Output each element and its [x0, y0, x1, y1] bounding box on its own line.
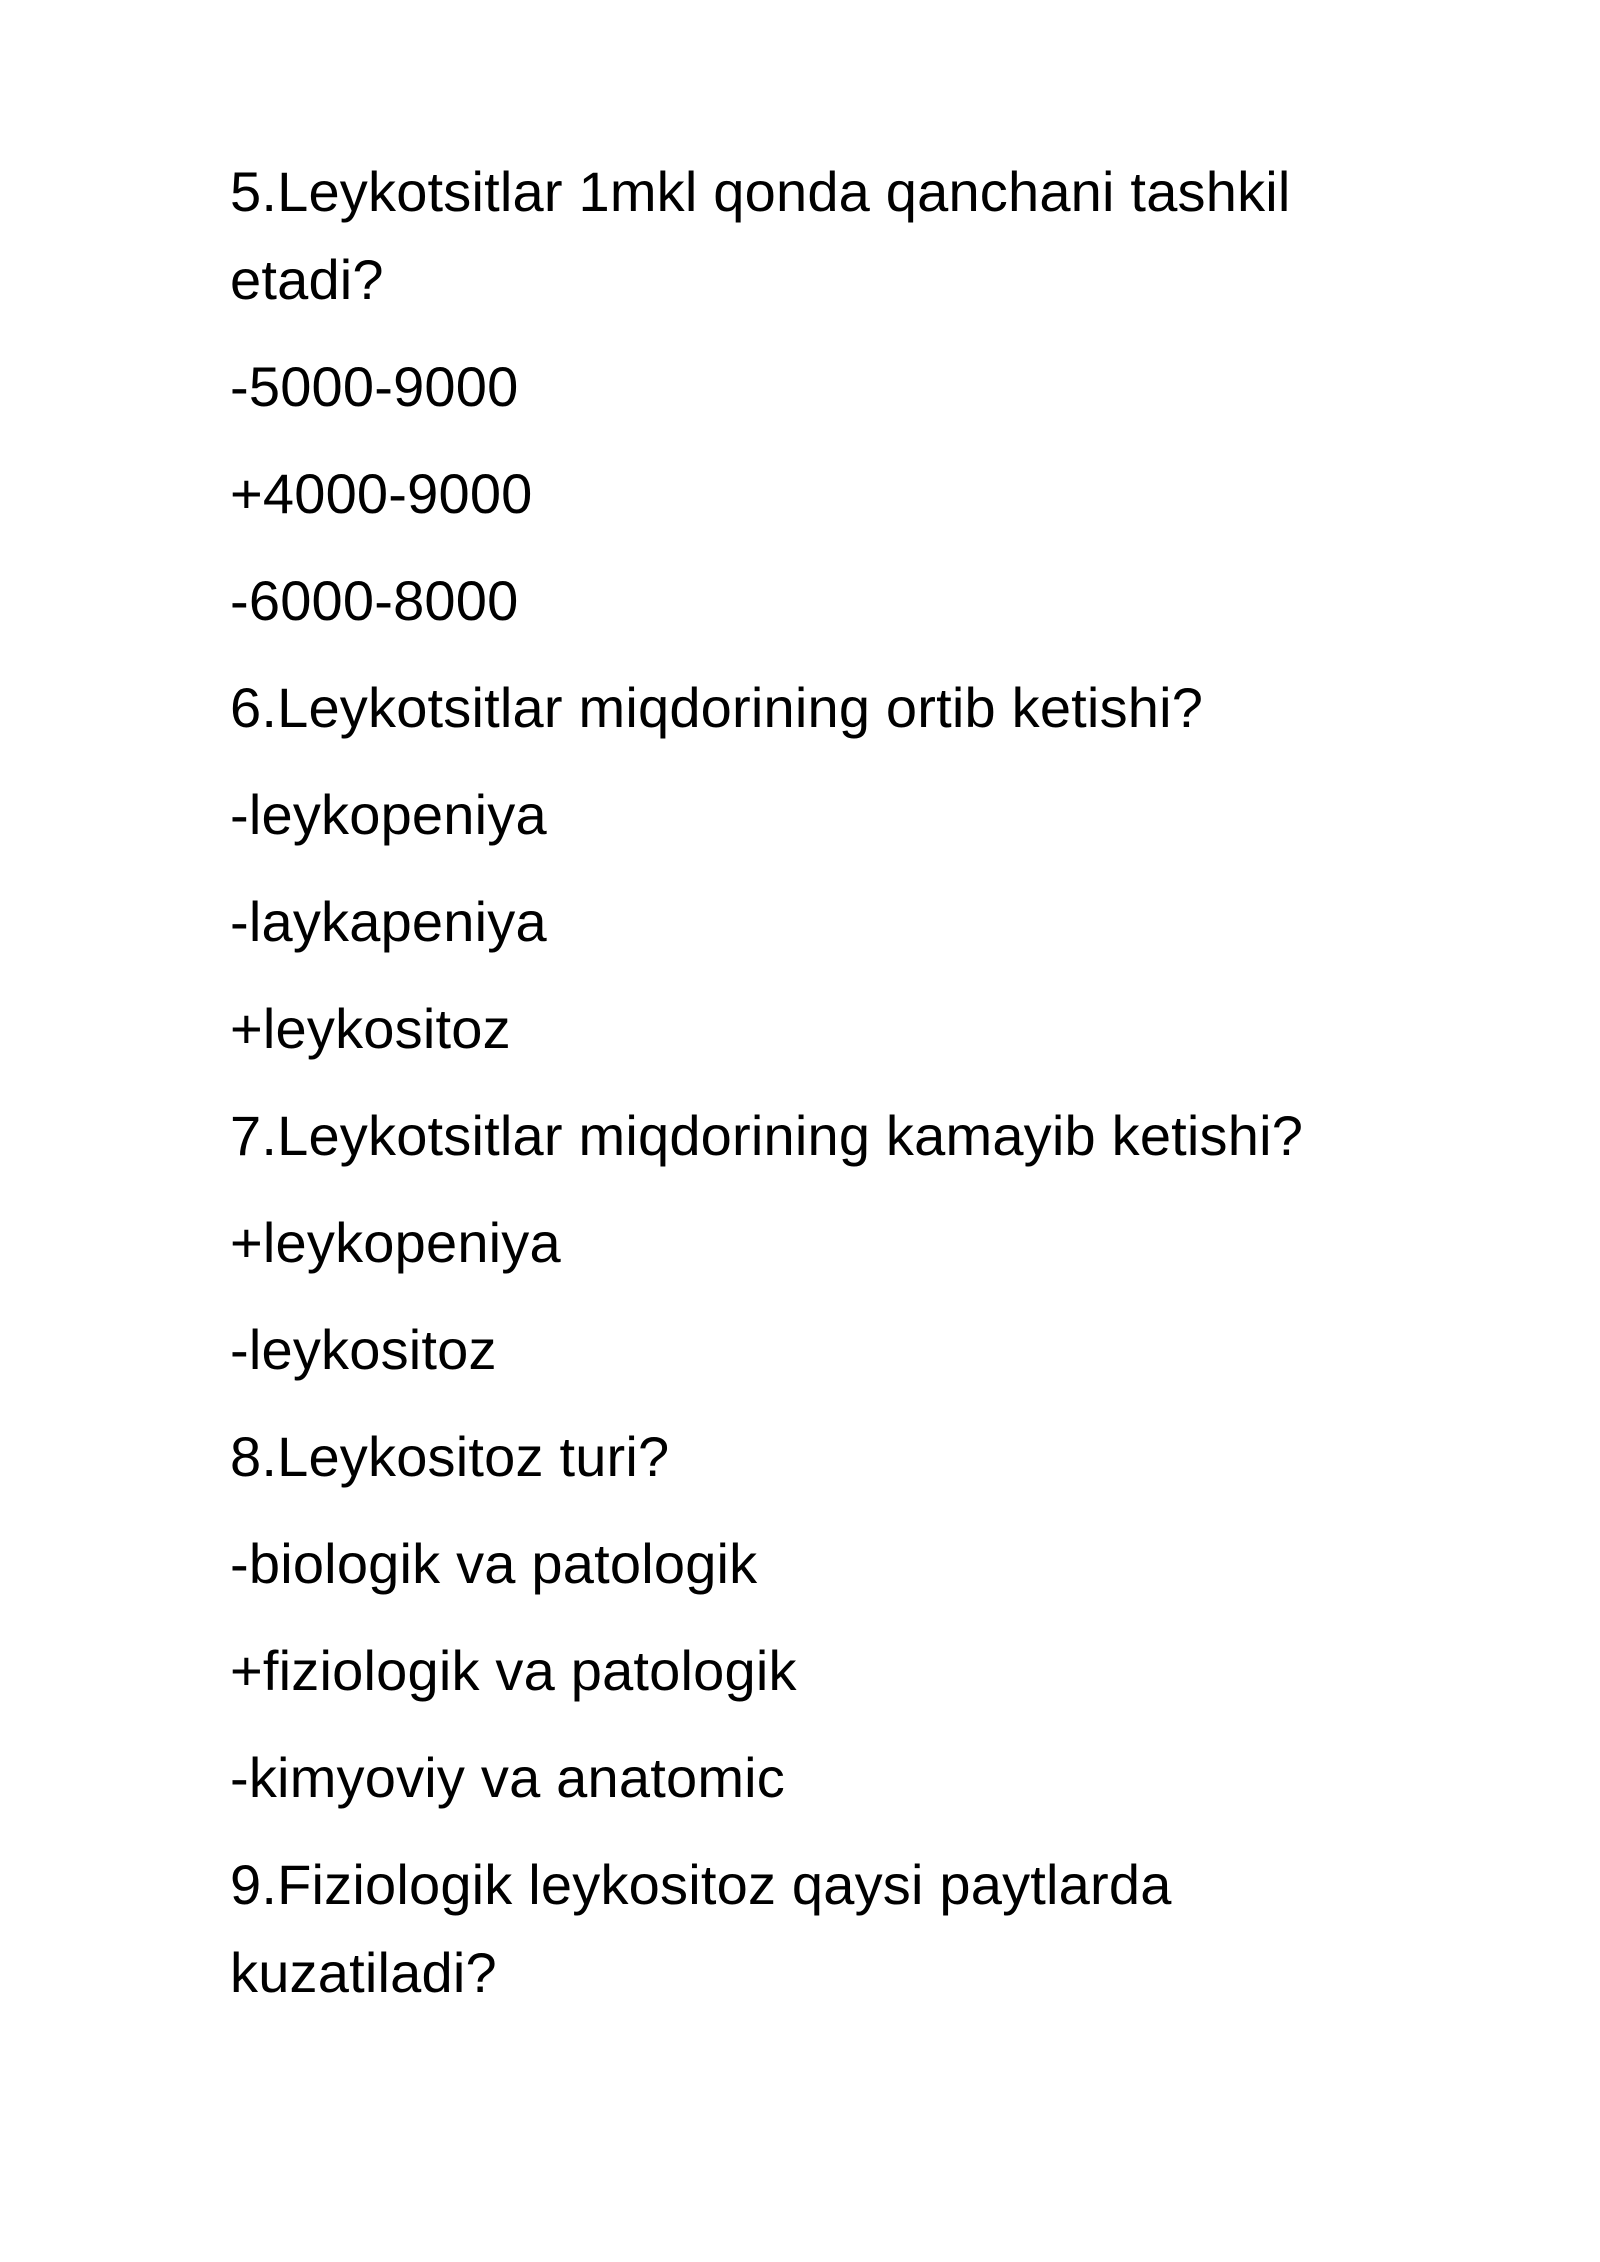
question-7: 7.Leykotsitlar miqdorining kamayib ketishi?: [230, 1104, 1304, 1167]
answer-option: -leykopeniya: [230, 783, 547, 846]
answer-option: -5000-9000: [230, 355, 519, 418]
answer-option-correct: +leykopeniya: [230, 1211, 561, 1274]
answer-option-correct: +fiziologik va patologik: [230, 1639, 797, 1702]
answer-option-correct: +leykositoz: [230, 997, 511, 1060]
question-8: 8.Leykositoz turi?: [230, 1425, 670, 1488]
answer-option: -6000-8000: [230, 569, 519, 632]
answer-option: -kimyoviy va anatomic: [230, 1746, 786, 1809]
answer-option: -leykositoz: [230, 1318, 497, 1381]
question-6: 6.Leykotsitlar miqdorining ortib ketishi?: [230, 676, 1204, 739]
answer-option: -biologik va patologik: [230, 1532, 758, 1595]
question-9: 9.Fiziologik leykositoz qaysi paytlarda kuzatiladi?: [230, 1853, 1188, 2004]
answer-option: -laykapeniya: [230, 890, 547, 953]
document-body: [230, 148, 1410, 2036]
question-5: 5.Leykotsitlar 1mkl qonda qanchani tashkil etadi?: [230, 160, 1307, 311]
answer-option-correct: +4000-9000: [230, 462, 533, 525]
